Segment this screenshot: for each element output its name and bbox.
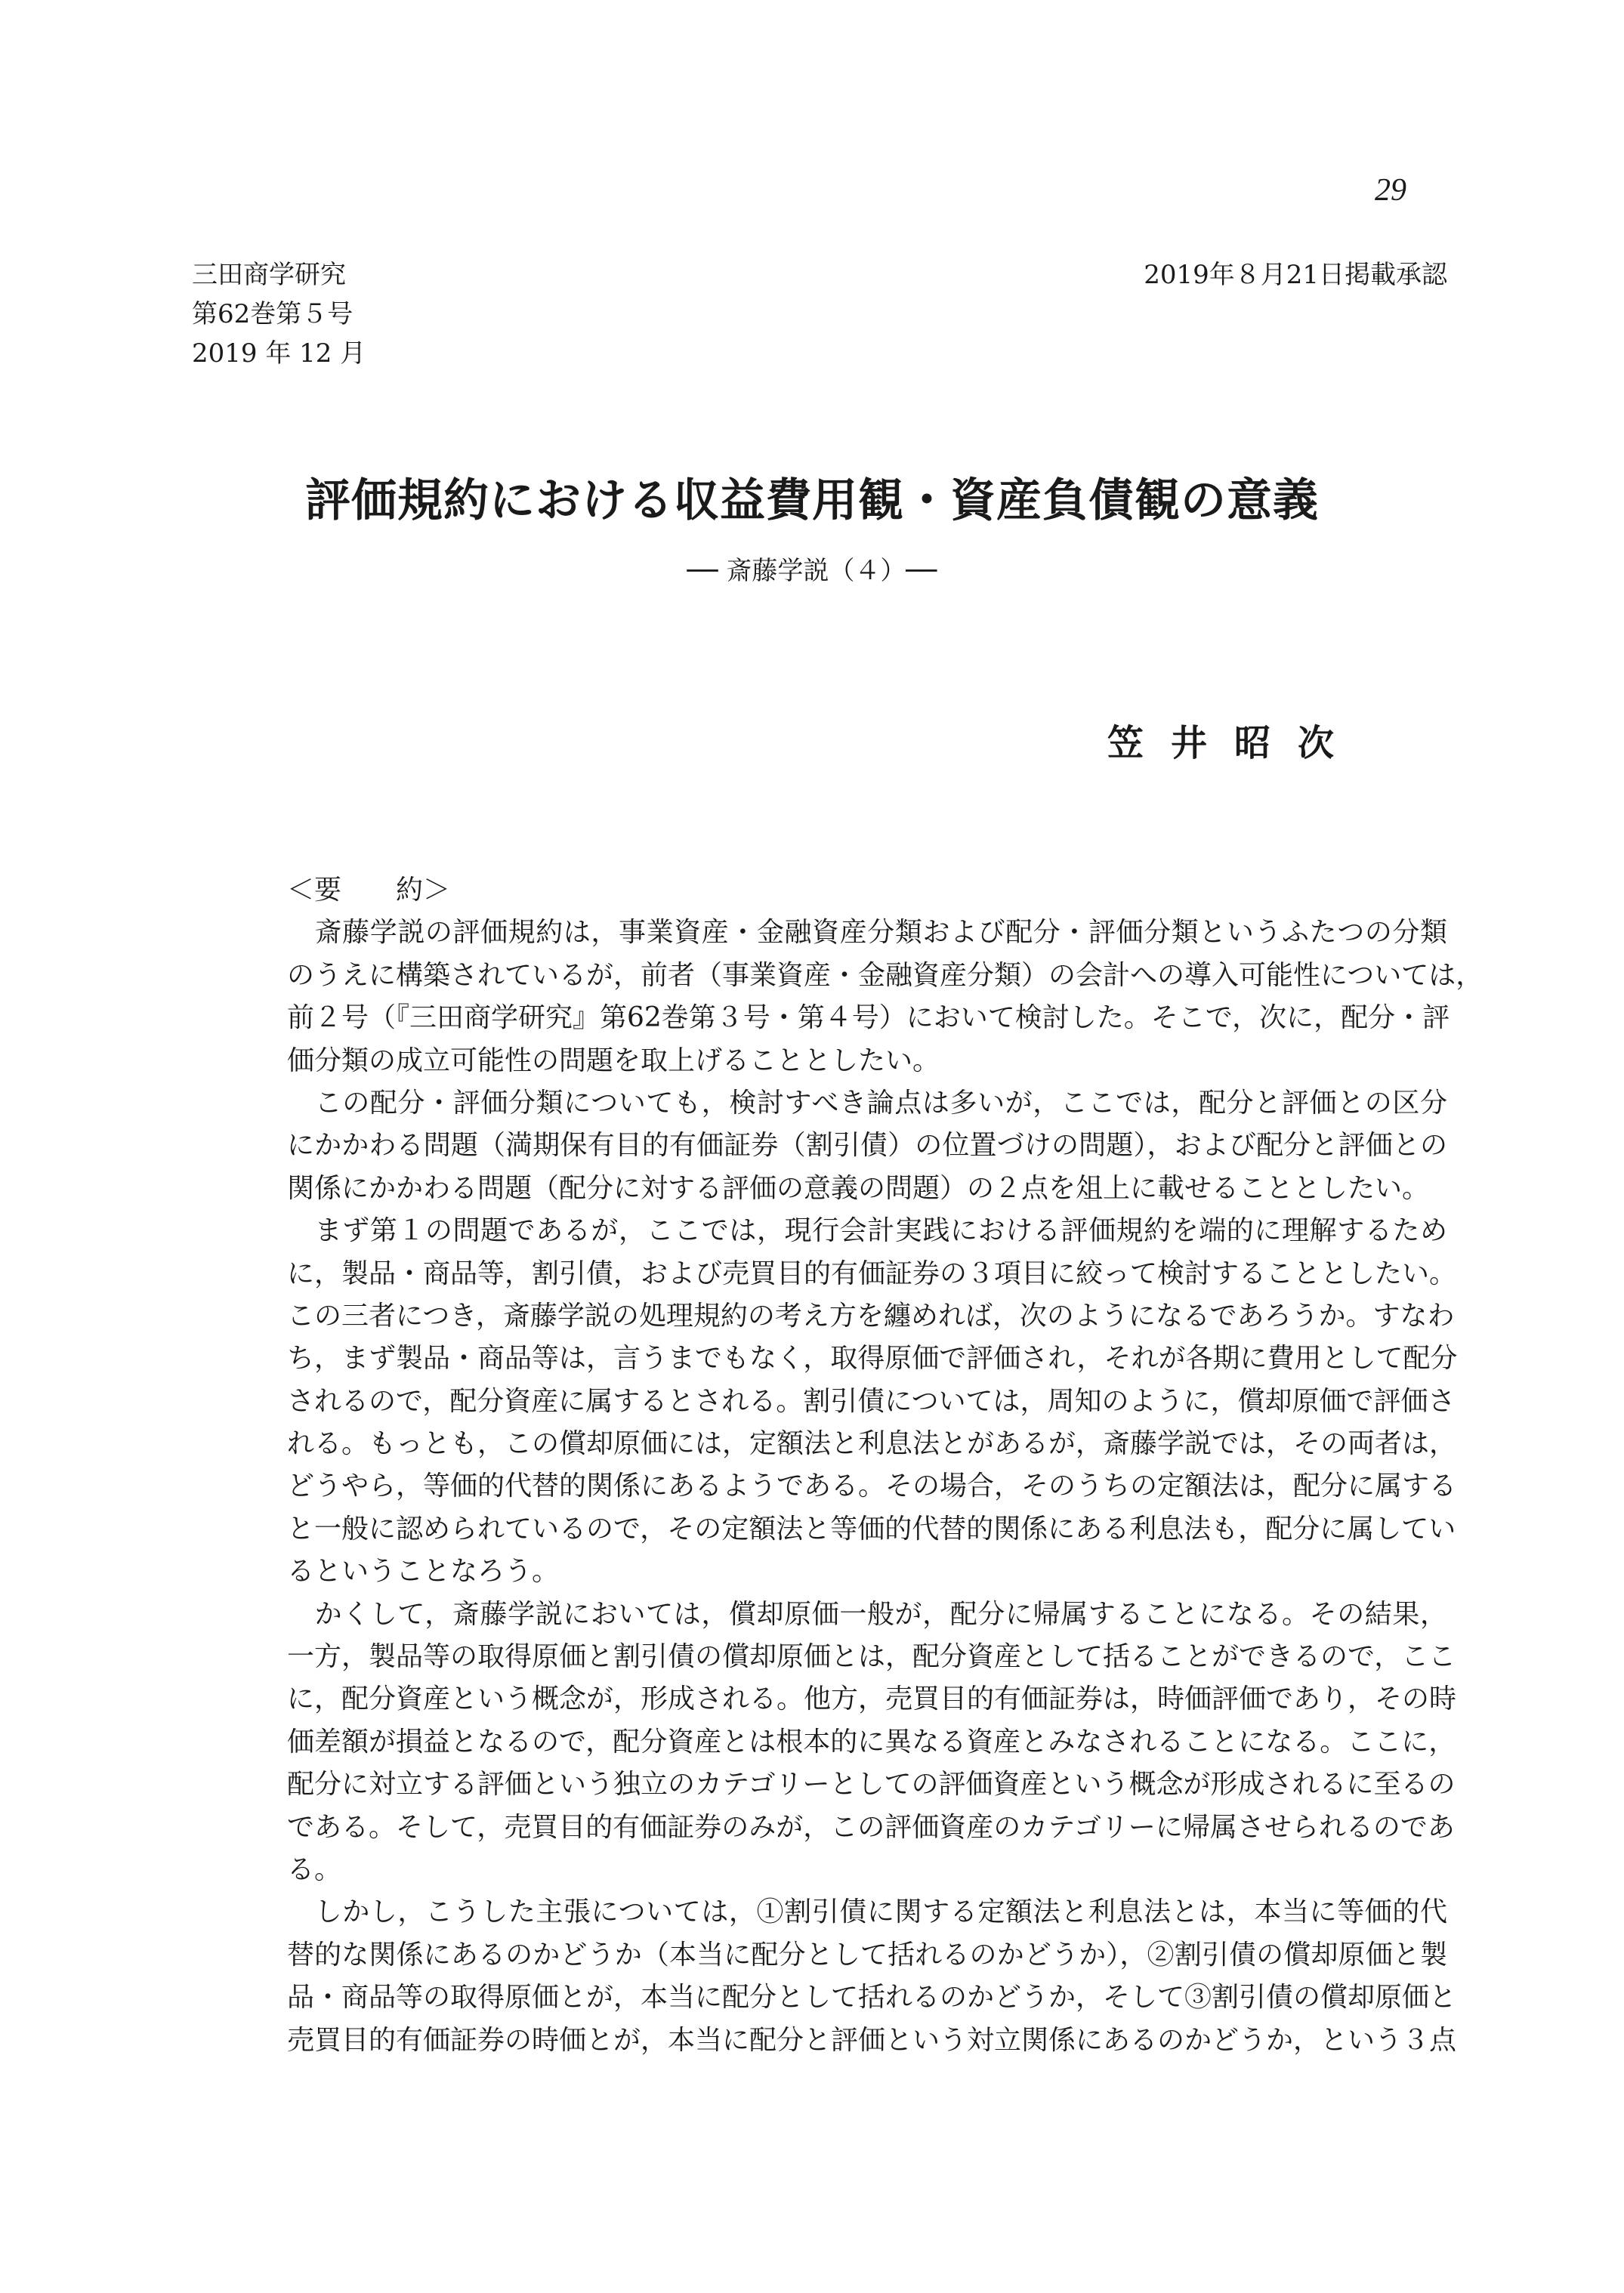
text-line: 一方，製品等の取得原価と割引債の償却原価とは，配分資産として括ることができるので，ここ (287, 1641, 1456, 1673)
abstract-heading: ＜要 約＞ (287, 875, 451, 906)
journal-name: 三田商学研究 (192, 260, 346, 290)
text-line: ち，まず製品・商品等は，言うまでもなく，取得原価で評価され，それが各期に費用として配分 (287, 1343, 1458, 1375)
author-name: 笠井昭次 (1107, 722, 1362, 764)
text-line: れる。もっとも，この償却原価には，定額法と利息法とがあるが，斎藤学説では，その両者は， (287, 1428, 1457, 1460)
text-line: かくして，斎藤学説においては，償却原価一般が，配分に帰属することになる。その結果， (287, 1598, 1447, 1630)
text-line: 売買目的有価証券の時価とが，本当に配分と評価という対立関係にあるのかどうか，という３点 (287, 2024, 1457, 2056)
text-line: まず第１の問題であるが，ここでは，現行会計実践における評価規約を端的に理解するため (287, 1215, 1447, 1247)
text-line: 替的な関係にあるのかどうか（本当に配分として括れるのかどうか），②割引債の償却原価と製 (287, 1939, 1447, 1970)
approval-date: 2019年８月21日掲載承認 (1144, 260, 1447, 290)
text-line: に，配分資産という概念が，形成される。他方，売買目的有価証券は，時価評価であり，その時 (287, 1683, 1457, 1715)
text-line: 関係にかかわる問題（配分に対する評価の意義の問題）の２点を俎上に載せることとしたい。 (287, 1172, 1430, 1204)
text-line: と一般に認められているので，その定額法と等価的代替的関係にある利息法も，配分に属してい (287, 1513, 1456, 1545)
text-line: 前２号（『三田商学研究』第62巻第３号・第４号）において検討した。そこで，次に，配分・評 (287, 1002, 1450, 1034)
text-line: 価分類の成立可能性の問題を取上げることとしたい。 (287, 1045, 940, 1076)
text-line: るということなろう。 (287, 1556, 560, 1588)
text-line: されるので，配分資産に属するとされる。割引債については，周知のように，償却原価で評価さ (287, 1385, 1456, 1417)
text-line: 斎藤学説の評価規約は，事業資産・金融資産分類および配分・評価分類というふたつの分類 (287, 917, 1447, 949)
text-line: に，製品・商品等，割引債，および売買目的有価証券の３項目に絞って検討することとしたい。 (287, 1258, 1457, 1289)
text-line: 品・商品等の取得原価とが，本当に配分として括れるのかどうか，そして③割引債の償却原価と (287, 1982, 1457, 2014)
article-subtitle: ── 斎藤学説（４）── (687, 556, 937, 586)
journal-date: 2019 年 12 月 (192, 338, 366, 369)
text-line: る。 (287, 1853, 342, 1885)
abstract-body (287, 869, 1484, 2062)
journal-volume: 第62巻第５号 (192, 299, 354, 329)
text-line: しかし，こうした主張については，①割引債に関する定額法と利息法とは，本当に等価的代 (287, 1896, 1447, 1928)
text-line: である。そして，売買目的有価証券のみが，この評価資産のカテゴリーに帰属させられるのであ (287, 1811, 1455, 1843)
text-line: のうえに構築されているが，前者（事業資産・金融資産分類）の会計への導入可能性については， (287, 959, 1484, 991)
text-line: この三者につき，斎藤学説の処理規約の考え方を纏めれば，次のようになるであろうか。すなわ (287, 1300, 1455, 1332)
text-line: 価差額が損益となるので，配分資産とは根本的に異なる資産とみなされることになる。ここに， (287, 1726, 1456, 1758)
page-number: 29 (1375, 173, 1406, 208)
text-line: どうやら，等価的代替的関係にあるようである。その場合，そのうちの定額法は，配分に属する (287, 1471, 1457, 1502)
article-title: 評価規約における収益費用観・資産負債観の意義 (305, 474, 1319, 527)
text-line: 配分に対立する評価という独立のカテゴリーとしての評価資産という概念が形成されるに至るの (287, 1769, 1456, 1801)
text-line: この配分・評価分類についても，検討すべき論点は多いが，ここでは，配分と評価との区分 (287, 1087, 1447, 1119)
text-line: にかかわる問題（満期保有目的有価証券（割引債）の位置づけの問題），および配分と評価との (287, 1130, 1447, 1162)
